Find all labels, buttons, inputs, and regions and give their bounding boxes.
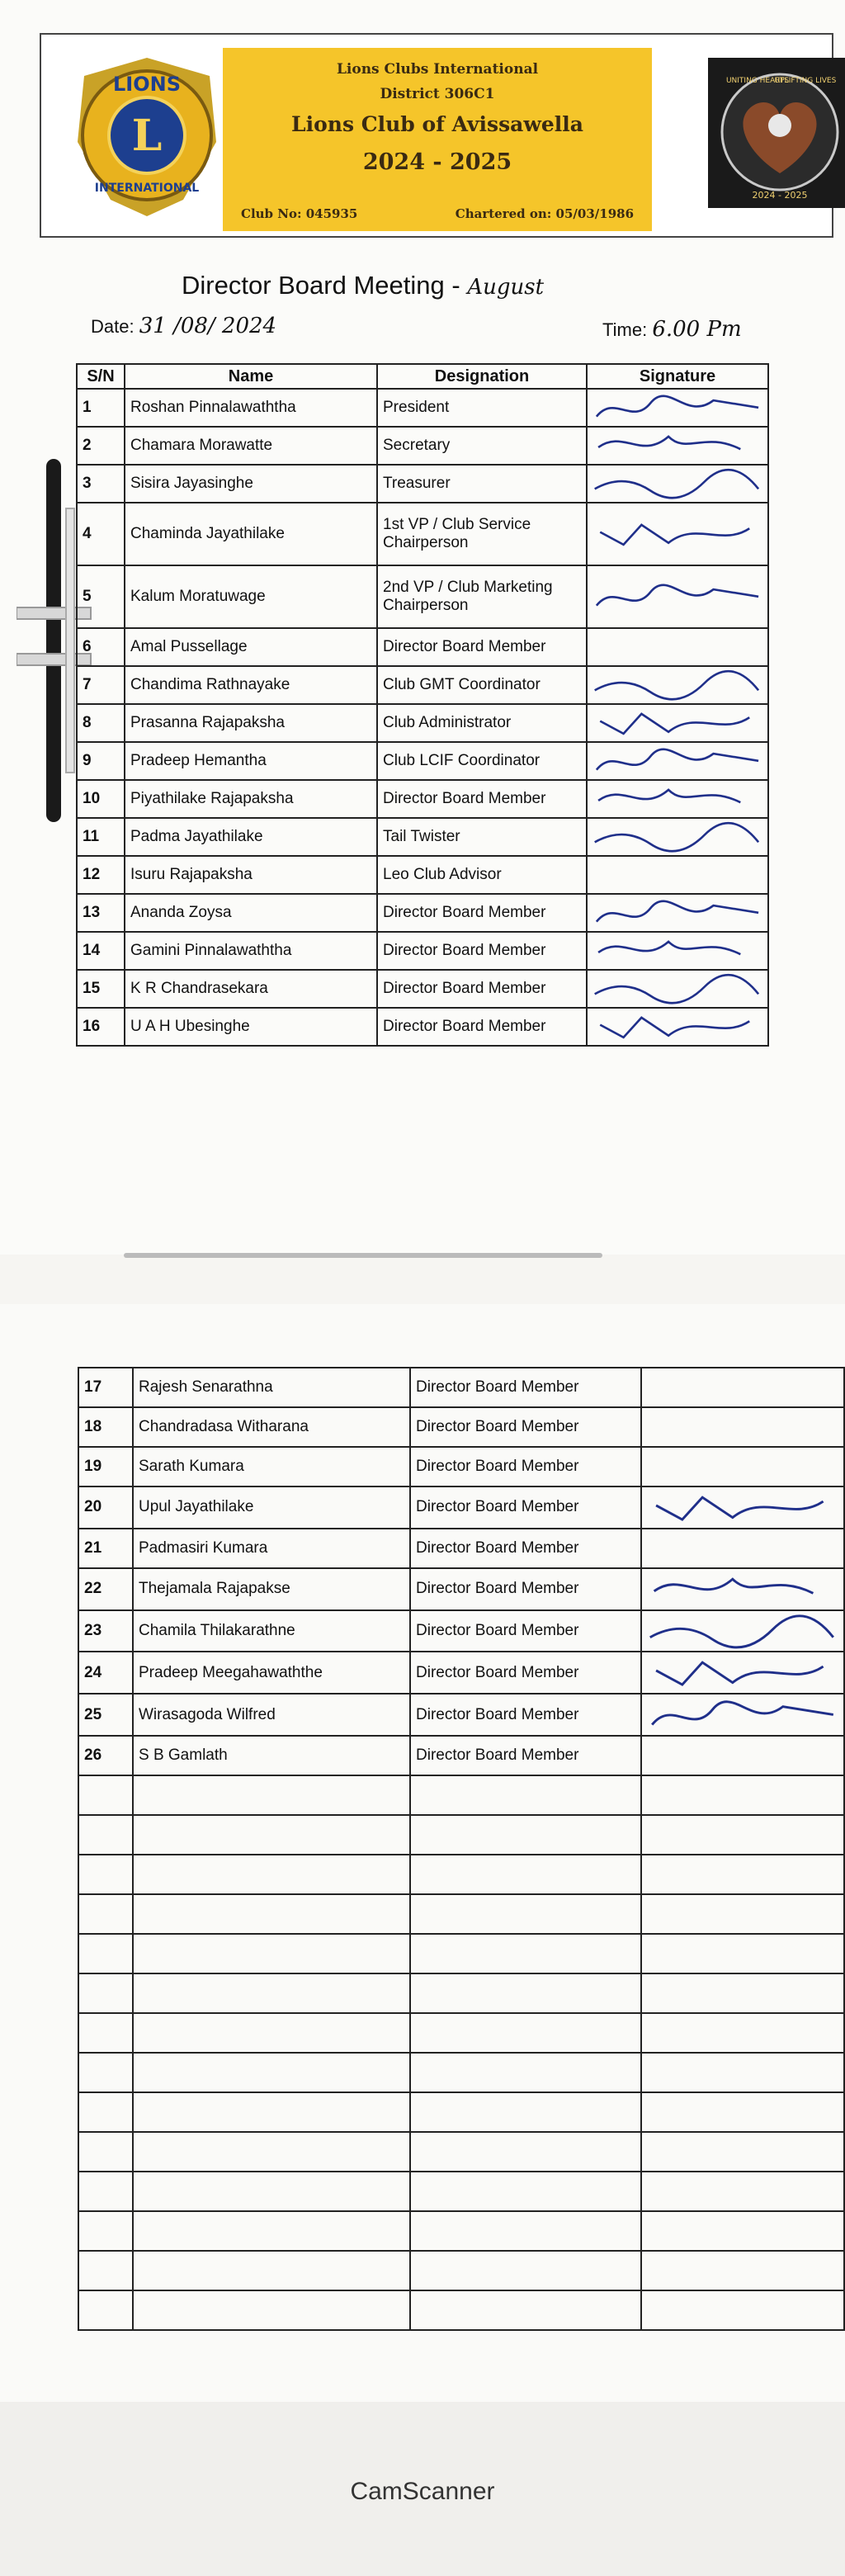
cell-signature	[641, 1487, 844, 1529]
empty-table-row	[78, 1775, 844, 1815]
empty-cell	[641, 2211, 844, 2251]
empty-cell	[410, 2251, 641, 2290]
empty-cell	[641, 1973, 844, 2013]
empty-cell	[133, 1855, 410, 1894]
empty-table-row	[78, 1973, 844, 2013]
time-label: Time:	[602, 319, 648, 340]
empty-cell	[641, 1934, 844, 1973]
signature-icon	[588, 516, 767, 552]
empty-cell	[78, 2092, 133, 2132]
empty-cell	[641, 2172, 844, 2211]
empty-cell	[410, 1934, 641, 1973]
header-signature: Signature	[587, 364, 768, 389]
empty-cell	[133, 2290, 410, 2330]
signature-icon	[588, 579, 767, 615]
meeting-title	[182, 271, 544, 300]
empty-cell	[78, 2132, 133, 2172]
cell-name: U A H Ubesinghe	[125, 1008, 377, 1046]
svg-text:L: L	[131, 111, 163, 161]
empty-table-row	[78, 1894, 844, 1934]
cell-signature	[587, 742, 768, 780]
cell-sn: 24	[78, 1652, 133, 1694]
empty-cell	[78, 1855, 133, 1894]
empty-cell	[133, 1973, 410, 2013]
cell-name: Kalum Moratuwage	[125, 565, 377, 628]
signature-icon	[588, 819, 767, 855]
cell-sn: 2	[77, 427, 125, 465]
page-edge-shadow	[124, 1253, 602, 1258]
meeting-title-text: Director Board Meeting -	[182, 271, 468, 300]
signature-icon	[642, 1569, 843, 1609]
cell-signature	[641, 1568, 844, 1610]
signature-icon	[642, 1694, 843, 1735]
table-row	[77, 742, 768, 780]
cell-sn: 23	[78, 1610, 133, 1652]
cell-name: Ananda Zoysa	[125, 894, 377, 932]
empty-cell	[410, 2132, 641, 2172]
cell-name: Upul Jayathilake	[133, 1487, 410, 1529]
table-row	[77, 1008, 768, 1046]
cell-designation: Club GMT Coordinator	[377, 666, 587, 704]
cell-designation: Director Board Member	[410, 1368, 641, 1407]
empty-cell	[641, 1894, 844, 1934]
empty-cell	[133, 2172, 410, 2211]
signature-icon	[642, 1652, 843, 1693]
table-row	[77, 894, 768, 932]
signature-icon	[588, 667, 767, 703]
logo-right-year: 2024 - 2025	[752, 190, 808, 201]
empty-cell	[641, 2290, 844, 2330]
empty-table-row	[78, 2053, 844, 2092]
table-row	[78, 1529, 844, 1568]
signature-icon	[588, 466, 767, 502]
table-row	[77, 465, 768, 503]
cell-designation: Director Board Member	[377, 780, 587, 818]
header-sn: S/N	[77, 364, 125, 389]
cell-sn: 18	[78, 1407, 133, 1447]
empty-cell	[78, 1934, 133, 1973]
cell-signature	[641, 1694, 844, 1736]
cell-signature	[587, 565, 768, 628]
empty-cell	[410, 2211, 641, 2251]
empty-cell	[410, 2092, 641, 2132]
cell-name: Prasanna Rajapaksha	[125, 704, 377, 742]
empty-table-row	[78, 2290, 844, 2330]
cell-designation: Club LCIF Coordinator	[377, 742, 587, 780]
logo-right-top-text: UNITING HEARTS	[725, 77, 790, 85]
signature-icon	[588, 390, 767, 426]
table-row	[77, 628, 768, 666]
cell-name: Chandradasa Witharana	[133, 1407, 410, 1447]
empty-cell	[641, 2132, 844, 2172]
org-name: Lions Clubs International	[336, 61, 539, 78]
table-row	[77, 856, 768, 894]
empty-table-row	[78, 1815, 844, 1855]
cell-designation: Director Board Member	[377, 628, 587, 666]
cell-designation: Treasurer	[377, 465, 587, 503]
cell-name: Sisira Jayasinghe	[125, 465, 377, 503]
club-number: Club No: 045935	[241, 206, 358, 221]
cell-sn: 10	[77, 780, 125, 818]
empty-cell	[410, 1894, 641, 1934]
cell-signature	[587, 389, 768, 427]
cell-sn: 3	[77, 465, 125, 503]
empty-cell	[133, 2251, 410, 2290]
cell-designation: Director Board Member	[410, 1447, 641, 1487]
attendance-table-page-1	[76, 363, 769, 1047]
cell-signature	[587, 704, 768, 742]
empty-table-row	[78, 2211, 844, 2251]
cell-signature	[587, 427, 768, 465]
cell-sn: 20	[78, 1487, 133, 1529]
empty-cell	[641, 1775, 844, 1815]
cell-sn: 21	[78, 1529, 133, 1568]
cell-name: Piyathilake Rajapaksha	[125, 780, 377, 818]
cell-name: Sarath Kumara	[133, 1447, 410, 1487]
cell-name: Amal Pussellage	[125, 628, 377, 666]
cell-designation: Club Administrator	[377, 704, 587, 742]
letterhead	[40, 33, 837, 238]
cell-signature	[587, 856, 768, 894]
empty-cell	[133, 2013, 410, 2053]
header-designation: Designation	[377, 364, 587, 389]
empty-cell	[133, 1894, 410, 1934]
cell-designation: 2nd VP / Club Marketing Chairperson	[377, 565, 587, 628]
cell-designation: Director Board Member	[410, 1736, 641, 1775]
empty-cell	[410, 1855, 641, 1894]
meeting-month: August	[467, 275, 545, 300]
empty-cell	[641, 2013, 844, 2053]
signature-icon	[588, 428, 767, 464]
table-row	[77, 818, 768, 856]
cell-sn: 13	[77, 894, 125, 932]
camscanner-watermark: CamScanner	[350, 2478, 495, 2505]
signature-icon	[588, 933, 767, 969]
empty-cell	[641, 2092, 844, 2132]
cell-designation: Director Board Member	[410, 1529, 641, 1568]
empty-cell	[410, 2172, 641, 2211]
empty-table-row	[78, 1855, 844, 1894]
table-row	[78, 1368, 844, 1407]
table-row	[77, 970, 768, 1008]
empty-cell	[410, 2013, 641, 2053]
table-header-row	[77, 364, 768, 389]
date-value: 31 /08/ 2024	[139, 314, 277, 338]
cell-sn: 17	[78, 1368, 133, 1407]
cell-signature	[587, 465, 768, 503]
cell-sn: 5	[77, 565, 125, 628]
signature-icon	[642, 1611, 843, 1652]
signature-icon	[588, 971, 767, 1007]
cell-sn: 11	[77, 818, 125, 856]
table-row	[78, 1694, 844, 1736]
empty-table-row	[78, 2013, 844, 2053]
empty-cell	[78, 2172, 133, 2211]
cell-name: Padma Jayathilake	[125, 818, 377, 856]
signature-icon	[588, 743, 767, 779]
empty-cell	[641, 1855, 844, 1894]
table-row	[78, 1736, 844, 1775]
empty-cell	[78, 2053, 133, 2092]
cell-signature	[641, 1610, 844, 1652]
cell-signature	[641, 1447, 844, 1487]
cell-name: Chandima Rathnayake	[125, 666, 377, 704]
empty-table-row	[78, 2251, 844, 2290]
cell-signature	[587, 970, 768, 1008]
signature-icon	[588, 781, 767, 817]
cell-signature	[587, 503, 768, 565]
empty-cell	[78, 1815, 133, 1855]
empty-cell	[78, 1973, 133, 2013]
cell-signature	[641, 1529, 844, 1568]
cell-designation: Director Board Member	[377, 932, 587, 970]
cell-name: Wirasagoda Wilfred	[133, 1694, 410, 1736]
cell-signature	[587, 932, 768, 970]
cell-signature	[587, 894, 768, 932]
cell-name: Gamini Pinnalawaththa	[125, 932, 377, 970]
cell-signature	[641, 1407, 844, 1447]
empty-cell	[133, 1775, 410, 1815]
signature-icon	[588, 705, 767, 741]
empty-cell	[641, 2251, 844, 2290]
cell-sn: 4	[77, 503, 125, 565]
cell-designation: Director Board Member	[410, 1610, 641, 1652]
cell-sn: 19	[78, 1447, 133, 1487]
table-row	[77, 666, 768, 704]
empty-cell	[410, 1775, 641, 1815]
table-row	[77, 389, 768, 427]
cell-name: Pradeep Hemantha	[125, 742, 377, 780]
cell-name: S B Gamlath	[133, 1736, 410, 1775]
table-row	[77, 427, 768, 465]
cell-name: Isuru Rajapaksha	[125, 856, 377, 894]
logo-top-text: LIONS	[113, 73, 181, 96]
table-row	[78, 1407, 844, 1447]
table-row	[78, 1652, 844, 1694]
empty-table-row	[78, 2132, 844, 2172]
cell-name: Chamara Morawatte	[125, 427, 377, 465]
cell-designation: Leo Club Advisor	[377, 856, 587, 894]
lions-emblem-icon	[51, 43, 243, 229]
empty-cell	[410, 2053, 641, 2092]
table-row	[78, 1568, 844, 1610]
cell-sn: 8	[77, 704, 125, 742]
empty-cell	[410, 1815, 641, 1855]
cell-sn: 1	[77, 389, 125, 427]
empty-cell	[133, 2132, 410, 2172]
signature-icon	[588, 895, 767, 931]
table-row	[78, 1447, 844, 1487]
empty-cell	[133, 2211, 410, 2251]
empty-table-row	[78, 1934, 844, 1973]
date-label: Date:	[91, 316, 135, 337]
empty-cell	[78, 2290, 133, 2330]
empty-cell	[78, 2013, 133, 2053]
cell-signature	[587, 780, 768, 818]
cell-sn: 16	[77, 1008, 125, 1046]
cell-name: Roshan Pinnalawaththa	[125, 389, 377, 427]
signature-icon	[642, 1487, 843, 1528]
club-meta	[223, 206, 652, 221]
empty-cell	[641, 1815, 844, 1855]
table-row	[77, 780, 768, 818]
cell-designation: Director Board Member	[410, 1407, 641, 1447]
header-name: Name	[125, 364, 377, 389]
cell-designation: Director Board Member	[377, 970, 587, 1008]
cell-signature	[587, 666, 768, 704]
cell-signature	[641, 1652, 844, 1694]
cell-name: Thejamala Rajapakse	[133, 1568, 410, 1610]
table-row	[77, 704, 768, 742]
logo-right-top-text-2: UPLIFTING LIVES	[774, 77, 837, 85]
cell-name: Chamila Thilakarathne	[133, 1610, 410, 1652]
cell-name: Chaminda Jayathilake	[125, 503, 377, 565]
cell-signature	[641, 1368, 844, 1407]
cell-name: Rajesh Senarathna	[133, 1368, 410, 1407]
club-name: Lions Club of Avissawella	[291, 112, 583, 136]
cell-sn: 7	[77, 666, 125, 704]
empty-cell	[410, 2290, 641, 2330]
cell-designation: President	[377, 389, 587, 427]
cell-sn: 22	[78, 1568, 133, 1610]
cell-designation: Director Board Member	[410, 1568, 641, 1610]
logo-bottom-text: INTERNATIONAL	[94, 182, 200, 195]
cell-sn: 14	[77, 932, 125, 970]
empty-cell	[133, 1934, 410, 1973]
club-year: 2024 - 2025	[362, 149, 512, 175]
cell-name: Padmasiri Kumara	[133, 1529, 410, 1568]
cell-sn: 6	[77, 628, 125, 666]
cell-designation: Director Board Member	[377, 1008, 587, 1046]
cell-sn: 15	[77, 970, 125, 1008]
meeting-date	[91, 314, 276, 338]
attendance-table-page-2	[78, 1367, 845, 2331]
empty-cell	[133, 2053, 410, 2092]
cell-sn: 12	[77, 856, 125, 894]
empty-table-row	[78, 2172, 844, 2211]
cell-designation: Director Board Member	[410, 1694, 641, 1736]
table-row	[77, 565, 768, 628]
district-name: District 306C1	[380, 86, 495, 102]
table-row	[77, 932, 768, 970]
cell-name: Pradeep Meegahawaththe	[133, 1652, 410, 1694]
cell-name: K R Chandrasekara	[125, 970, 377, 1008]
table-row	[78, 1487, 844, 1529]
cell-signature	[641, 1736, 844, 1775]
uniting-hearts-logo-icon	[708, 58, 845, 208]
empty-table-row	[78, 2092, 844, 2132]
empty-cell	[133, 1815, 410, 1855]
cell-designation: Tail Twister	[377, 818, 587, 856]
cell-sn: 26	[78, 1736, 133, 1775]
time-value: 6.00 Pm	[652, 317, 742, 342]
signature-icon	[588, 1009, 767, 1045]
cell-sn: 25	[78, 1694, 133, 1736]
cell-sn: 9	[77, 742, 125, 780]
cell-signature	[587, 1008, 768, 1046]
table-row	[78, 1610, 844, 1652]
empty-cell	[410, 1973, 641, 2013]
meeting-time	[602, 317, 742, 342]
cell-signature	[587, 628, 768, 666]
table-row	[77, 503, 768, 565]
empty-cell	[133, 2092, 410, 2132]
cell-signature	[587, 818, 768, 856]
club-banner	[223, 48, 652, 231]
empty-cell	[78, 1894, 133, 1934]
empty-cell	[78, 2211, 133, 2251]
chartered-date: Chartered on: 05/03/1986	[455, 206, 634, 221]
empty-cell	[78, 1775, 133, 1815]
cell-designation: Secretary	[377, 427, 587, 465]
empty-cell	[78, 2251, 133, 2290]
cell-designation: Director Board Member	[377, 894, 587, 932]
cell-designation: Director Board Member	[410, 1487, 641, 1529]
cell-designation: Director Board Member	[410, 1652, 641, 1694]
cell-designation: 1st VP / Club Service Chairperson	[377, 503, 587, 565]
empty-cell	[641, 2053, 844, 2092]
